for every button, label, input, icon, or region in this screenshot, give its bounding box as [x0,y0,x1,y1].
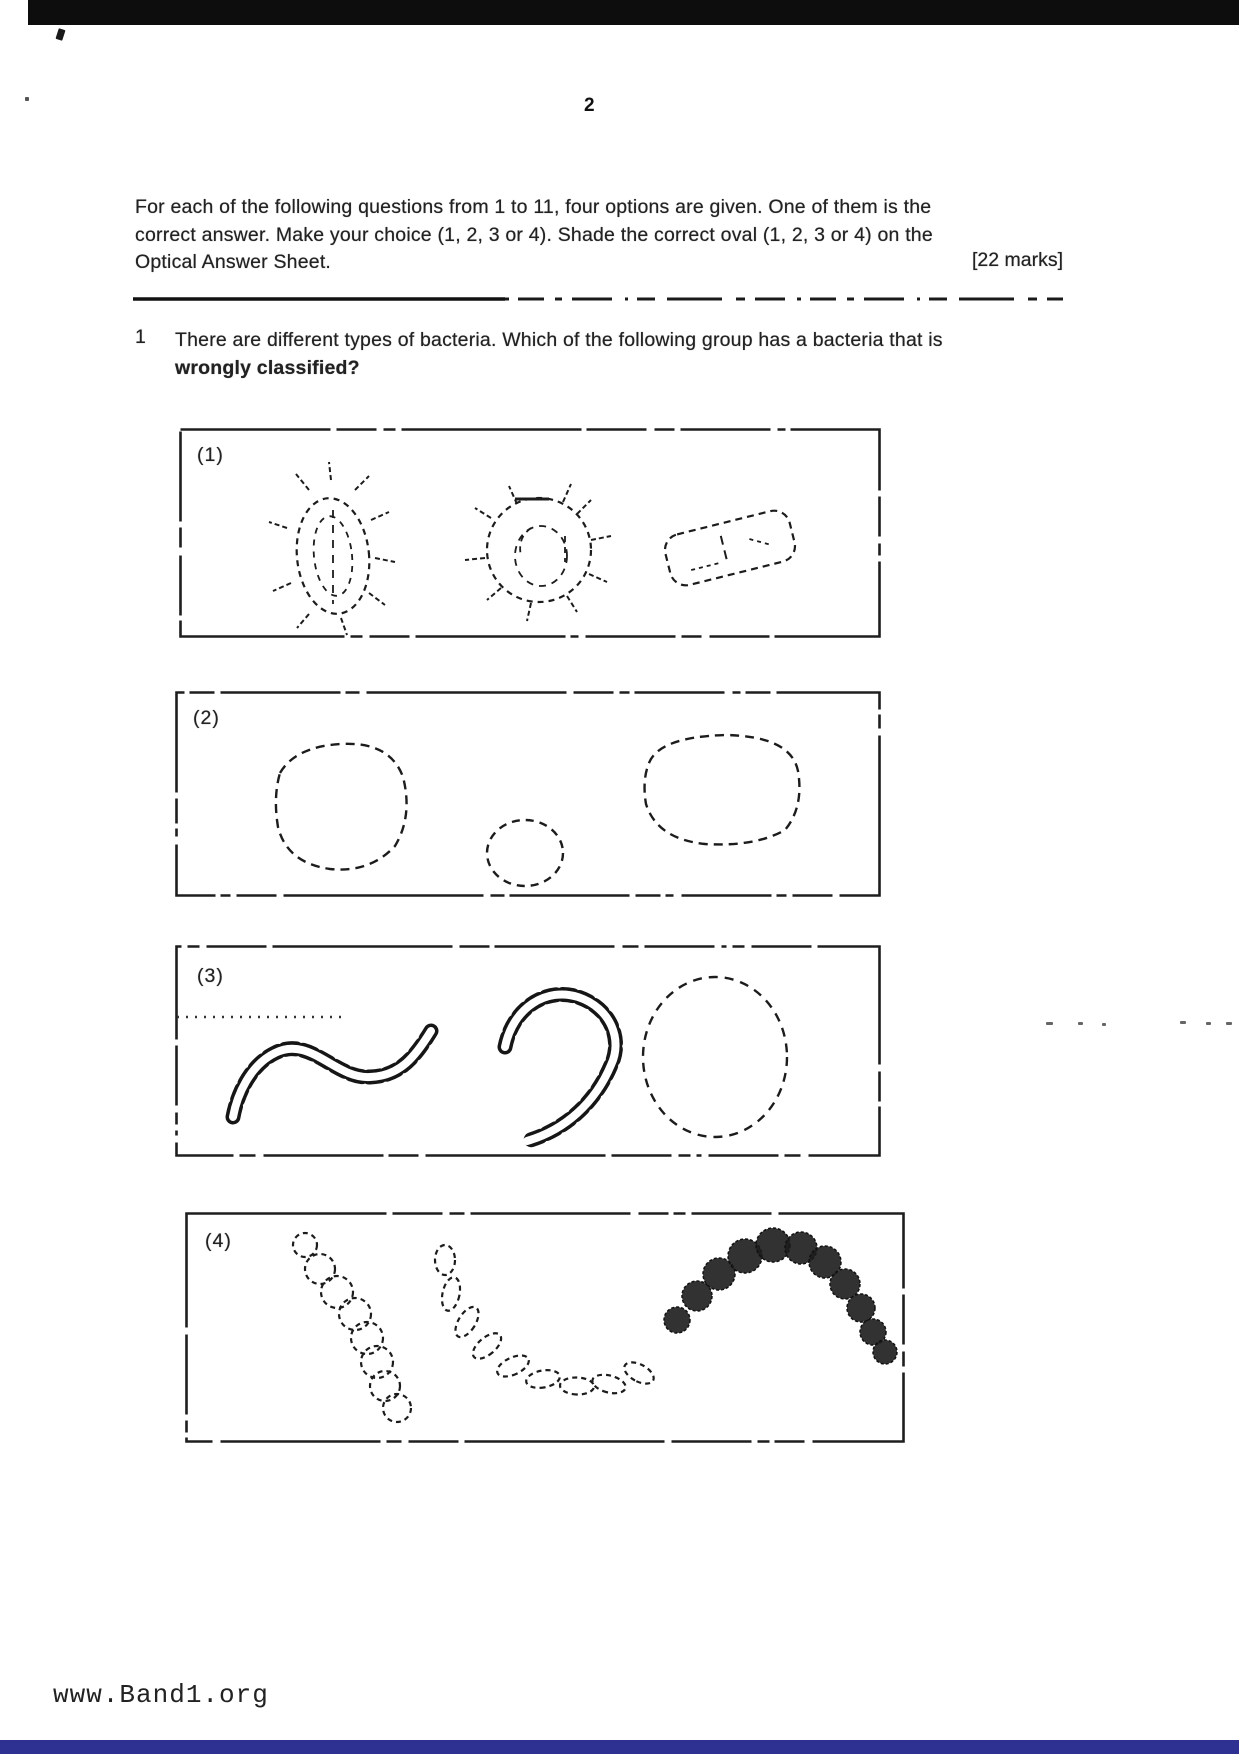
page-number: 2 [584,95,596,116]
option-2-box [175,691,881,897]
rod-bacterium [662,507,799,588]
scan-speck [1046,1022,1053,1025]
chain-of-cocci-diagonal [293,1233,411,1422]
curved-vibrio-bacterium [505,994,616,1141]
scan-speck [1206,1022,1211,1025]
scan-speck [1180,1021,1186,1024]
option-4-figure [185,1212,905,1443]
scan-edge-bar-top [28,0,1239,25]
option-4-box [185,1212,905,1443]
footer-color-bar [0,1740,1239,1754]
option-1-box [179,428,881,638]
option-3-figure [175,945,881,1157]
cluster-of-cocci-arc [664,1228,897,1364]
scan-speck [55,28,65,41]
option-1-label: (1) [197,444,224,466]
footer-url: www.Band1.org [53,1680,269,1710]
question-line-2: wrongly classified? [175,357,360,379]
scan-speck [1078,1022,1083,1025]
instructions-line-3: Optical Answer Sheet. [135,251,332,273]
chain-of-cocci-curved [435,1245,657,1396]
option-2-label: (2) [193,707,220,729]
scan-speck [1102,1023,1106,1026]
section-divider-rule [133,295,1065,303]
instructions-paragraph [135,194,1063,277]
large-round-bacterium [276,744,407,870]
scan-speck [25,97,29,101]
option-4-label: (4) [205,1230,232,1252]
marks-allocation: [22 marks] [971,249,1063,271]
oval-round-bacterium [645,735,800,844]
spiral-bacterium [233,1031,431,1117]
flagellated-oval-bacterium [269,462,395,635]
question-line-1: There are different types of bacteria. Which of the following group has a bacteria that is [175,329,943,351]
option-3-box [175,945,881,1157]
question-text [175,326,1075,382]
instructions-line-2: correct answer. Make your choice (1, 2, 3 or 4). Shade the correct oval (1, 2, 3 or 4) on the [135,223,933,246]
option-3-label: (3) [197,965,224,987]
instructions-line-1: For each of the following questions from 1 to 11, four options are given. One of them is the [135,196,932,218]
oval-bacterium [643,977,787,1137]
option-2-figure [175,691,881,897]
option-1-figure [179,428,881,638]
small-round-bacterium [487,820,563,886]
question-number: 1 [135,326,146,348]
scan-speck [1226,1022,1232,1025]
flagellated-round-bacterium [465,484,611,621]
